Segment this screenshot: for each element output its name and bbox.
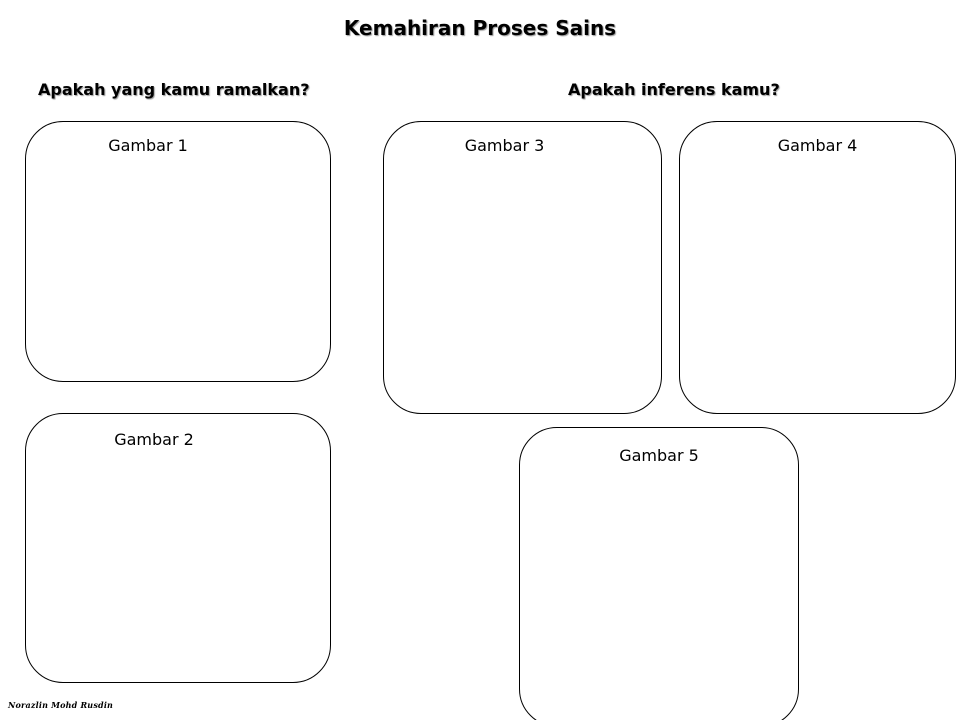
picture-box-label: Gambar 5	[619, 446, 699, 465]
picture-box-2[interactable]	[25, 413, 331, 683]
author-credit: Norazlin Mohd Rusdin	[8, 700, 114, 710]
picture-box-label: Gambar 1	[108, 136, 188, 155]
picture-box-label: Gambar 3	[464, 136, 545, 155]
picture-box-3[interactable]	[383, 121, 662, 414]
predict-heading: Apakah yang kamu ramalkan?	[38, 80, 310, 99]
inference-heading: Apakah inferens kamu?	[568, 80, 780, 99]
picture-box-5[interactable]	[519, 427, 799, 720]
picture-box-label: Gambar 2	[114, 430, 194, 449]
worksheet-title: Kemahiran Proses Sains	[343, 16, 617, 40]
picture-box-label: Gambar 4	[777, 136, 858, 155]
picture-box-1[interactable]	[25, 121, 331, 382]
picture-box-4[interactable]	[679, 121, 956, 414]
